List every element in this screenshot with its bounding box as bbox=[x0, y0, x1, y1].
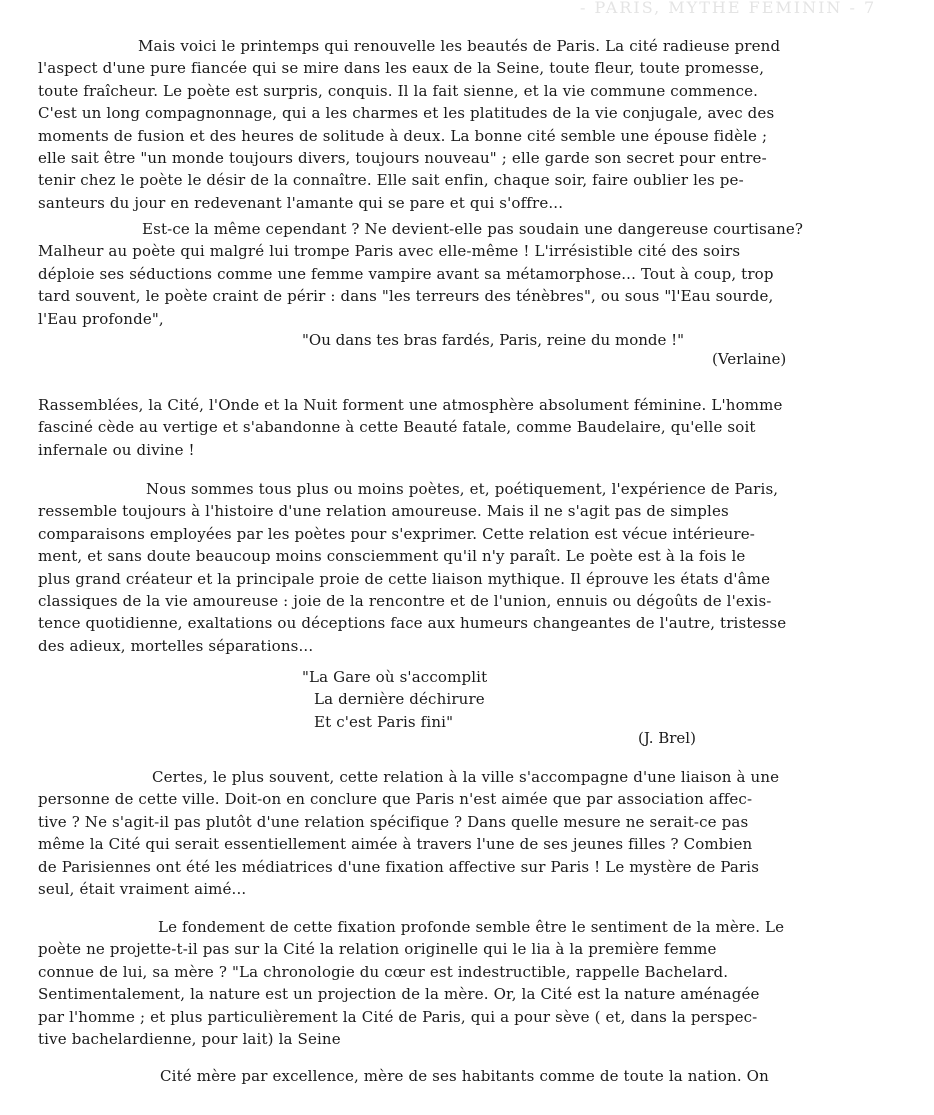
text-line: ressemble toujours à l'histoire d'une relation amoureuse. Mais il ne s'agit pas de simples bbox=[38, 502, 729, 521]
text-line: Cité mère par excellence, mère de ses habitants comme de toute la nation. On bbox=[160, 1067, 769, 1085]
quote-attribution-verlaine: (Verlaine) bbox=[712, 350, 787, 368]
paragraph-fondement bbox=[38, 916, 902, 1050]
text-line: Sentimentalement, la nature est un projection de la mère. Or, la Cité est la nature aménagée bbox=[38, 985, 760, 1004]
text-line: tenir chez le poète le désir de la connaître. Elle sait enfin, chaque soir, faire oublier les pe- bbox=[38, 171, 744, 190]
text-line: ment, et sans doute beaucoup moins consciemment qu'il n'y paraît. Le poète est à la fois le bbox=[38, 547, 746, 566]
paragraph-cite-mere bbox=[38, 1065, 902, 1087]
paragraph-atmosphere bbox=[38, 394, 902, 461]
text-line: Est-ce la même cependant ? Ne devient-elle pas soudain une dangereuse courtisane? bbox=[142, 220, 804, 238]
text-line: plus grand créateur et la principale proie de cette liaison mythique. Il éprouve les états d'âme bbox=[38, 569, 771, 588]
text-line: tard souvent, le poète craint de périr : dans "les terreurs des ténèbres", ou sous "l'Eau sourde, bbox=[38, 287, 774, 306]
text-line: Certes, le plus souvent, cette relation à la ville s'accompagne d'une liaison à une bbox=[152, 768, 780, 786]
text-line: Mais voici le printemps qui renouvelle les beautés de Paris. La cité radieuse prend bbox=[138, 37, 781, 55]
text-line: par l'homme ; et plus particulièrement la Cité de Paris, qui a pour sève ( et, dans la perspec- bbox=[38, 1007, 758, 1026]
text-line: poète ne projette-t-il pas sur la Cité la relation originelle qui le lia à la première femme bbox=[38, 940, 717, 959]
text-line: comparaisons employées par les poètes pour s'exprimer. Cette relation est vécue intérieure- bbox=[38, 524, 756, 543]
quote-attribution-brel: (J. Brel) bbox=[638, 729, 696, 747]
text-line: Nous sommes tous plus ou moins poètes, et, poétiquement, l'expérience de Paris, bbox=[146, 480, 779, 498]
text-line: santeurs du jour en redevenant l'amante qui se pare et qui s'offre... bbox=[38, 193, 564, 212]
text-line: tive bachelardienne, pour lait) la Seine bbox=[38, 1029, 341, 1048]
text-line: même la Cité qui serait essentiellement aimée à travers l'une de ses jeunes filles ? Combien bbox=[38, 835, 753, 854]
text-line: infernale ou divine ! bbox=[38, 440, 195, 459]
text-line: Rassemblées, la Cité, l'Onde et la Nuit forment une atmosphère absolument féminine. L'homme bbox=[38, 396, 783, 414]
text-line: C'est un long compagnonnage, qui a les charmes et les platitudes de la vie conjugale, avec des bbox=[38, 104, 775, 123]
text-line: déploie ses séductions comme une femme vampire avant sa métamorphose... Tout à coup, trop bbox=[38, 264, 774, 283]
quote-verlaine: "Ou dans tes bras fardés, Paris, reine du monde !" bbox=[302, 331, 685, 349]
text-line: des adieux, mortelles séparations... bbox=[38, 636, 314, 655]
paragraph-certes bbox=[38, 766, 902, 900]
paragraph-poetes bbox=[38, 478, 902, 657]
text-line: Le fondement de cette fixation profonde semble être le sentiment de la mère. Le bbox=[158, 918, 785, 936]
text-line: elle sait être "un monde toujours divers, toujours nouveau" ; elle garde son secret pour entre- bbox=[38, 148, 767, 167]
quote-line: La dernière déchirure bbox=[314, 690, 485, 709]
text-line: de Parisiennes ont été les médiatrices d'une fixation affective sur Paris ! Le mystère de Paris bbox=[38, 857, 760, 876]
quote-line: "La Gare où s'accomplit bbox=[302, 668, 488, 686]
bleed-through-header: - PARIS, MYTHE FEMININ - 7 bbox=[580, 0, 877, 17]
text-line: seul, était vraiment aimé... bbox=[38, 879, 247, 898]
text-line: Malheur au poète qui malgré lui trompe Paris avec elle-même ! L'irrésistible cité des soirs bbox=[38, 242, 741, 261]
paragraph-courtisane bbox=[38, 218, 902, 330]
text-line: connue de lui, sa mère ? "La chronologie du cœur est indestructible, rappelle Bachelard. bbox=[38, 962, 729, 981]
text-line: tive ? Ne s'agit-il pas plutôt d'une relation spécifique ? Dans quelle mesure ne serait-ce pas bbox=[38, 812, 749, 831]
quote-line: Et c'est Paris fini" bbox=[314, 712, 454, 731]
quote-brel bbox=[302, 666, 702, 733]
text-line: classiques de la vie amoureuse : joie de la rencontre et de l'union, ennuis ou dégoûts de l'exis- bbox=[38, 591, 772, 610]
text-line: fasciné cède au vertige et s'abandonne à cette Beauté fatale, comme Baudelaire, qu'elle soit bbox=[38, 418, 756, 437]
text-line: l'aspect d'une pure fiancée qui se mire dans les eaux de la Seine, toute fleur, toute promesse, bbox=[38, 59, 765, 78]
text-line: tence quotidienne, exaltations ou déceptions face aux humeurs changeantes de l'autre, tristesse bbox=[38, 614, 787, 633]
text-line: l'Eau profonde", bbox=[38, 309, 164, 328]
text-line: toute fraîcheur. Le poète est surpris, conquis. Il la fait sienne, et la vie commune commence. bbox=[38, 81, 759, 100]
text-line: moments de fusion et des heures de solitude à deux. La bonne cité semble une épouse fidèle ; bbox=[38, 126, 768, 145]
paragraph-printemps bbox=[38, 35, 902, 214]
text-line: personne de cette ville. Doit-on en conclure que Paris n'est aimée que par association affec- bbox=[38, 790, 753, 809]
